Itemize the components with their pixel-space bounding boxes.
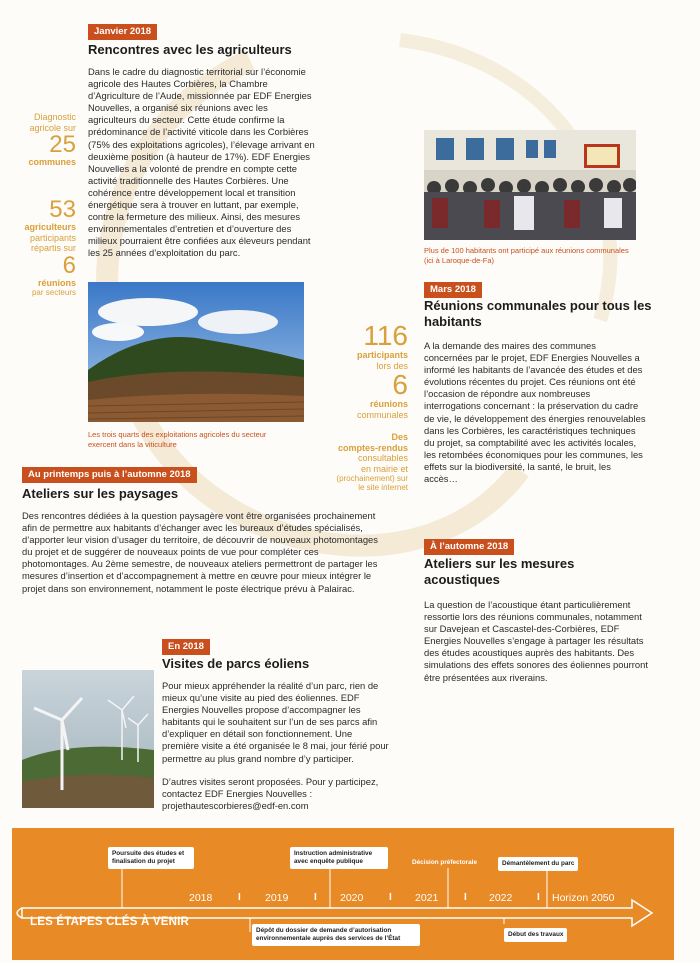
section-title-en2018: Visites de parcs éoliens xyxy=(162,656,310,671)
timeline-year-2019: 2019 xyxy=(265,892,289,904)
stat-title: comptes-rendus xyxy=(337,442,408,453)
timeline-year-2018: 2018 xyxy=(189,892,213,904)
section-tag-janvier: Janvier 2018 xyxy=(88,24,157,40)
timeline-step-instruction xyxy=(290,847,388,869)
stat-label: le site internet xyxy=(358,483,408,492)
section-tag-en2018: En 2018 xyxy=(162,639,210,655)
meeting-photo xyxy=(424,130,636,240)
stat-unit: communes xyxy=(28,157,76,167)
timeline-step-label: Poursuite des études et finalisation du projet xyxy=(112,850,185,865)
stat-participants xyxy=(330,322,408,420)
section-tag-mars: Mars 2018 xyxy=(424,282,482,298)
timeline-step-poursuite xyxy=(108,847,194,869)
timeline-separator: I xyxy=(314,892,317,903)
timeline-step-decision xyxy=(408,856,481,870)
stat-label: participants xyxy=(29,232,76,243)
section-tag-printemps: Au printemps puis à l’automne 2018 xyxy=(22,467,197,483)
stat-number: 25 xyxy=(49,131,76,158)
timeline-step-label: Début des travaux xyxy=(508,931,564,938)
vineyard-photo-caption: Les trois quarts des exploitations agricoles du secteur exercent dans la viticulture xyxy=(88,430,267,449)
timeline-step-label: Dépôt du dossier de demande d’autorisation environnementale auprès des services de l’État xyxy=(256,927,401,942)
stat-number: 6 xyxy=(392,369,408,400)
stat-number: 116 xyxy=(363,320,408,351)
stat-diagnostic xyxy=(8,112,76,168)
timeline-step-depot xyxy=(252,924,420,946)
stat-unit: réunions xyxy=(37,277,76,288)
stat-label: répartis sur xyxy=(30,243,76,253)
windfarm-photo xyxy=(22,670,154,808)
section-title-janvier: Rencontres avec les agriculteurs xyxy=(88,42,292,57)
stat-number: 6 xyxy=(62,251,76,279)
stat-label: lors des xyxy=(376,360,408,371)
timeline-step-label: Décision préfectorale xyxy=(412,859,477,866)
stat-label: en mairie et xyxy=(360,463,408,474)
stat-number: 53 xyxy=(49,196,76,223)
stat-unit: participants xyxy=(356,350,408,360)
section-body-janvier: Dans le cadre du diagnostic territorial sur l’économie agricole des Hautes Corbières, la Chambre d’Agriculture de l’Aude, missionnée par EDF Energies Nouvelles, a organisé six réunions avec les agriculteurs du secteur. Cette étude confirme la prédominance de l’activité viticole dans les Corbières (75% des exploitations agricoles), l’élevage arrivant en deuxième position (à hauteur de 17%). EDF Energies Nouvelles a la volonté de prendre en compte cette activité traditionnelle des Hautes Corbières. Une cohérence entre développement local et transition énergétique sera à trouver en luttant, par exemple, contre la fermeture des milieux. Ainsi, des mesures environnementales d’entretien et d’ouverture des milieux pourraient être confiées aux éleveurs pendant les 25 années d’exploitation du parc. xyxy=(88,66,315,259)
timeline-footer xyxy=(12,828,674,960)
timeline-year-2020: 2020 xyxy=(340,892,364,904)
section-contact-en2018: D’autres visites seront proposées. Pour y participez, contactez EDF Energies Nouvelles : projethautescorbieres@edf-en.com xyxy=(162,776,379,812)
timeline-step-label: Démantèlement du parc xyxy=(502,860,575,867)
section-title-mars: Réunions communales pour tous les habitants xyxy=(424,298,652,329)
stat-label: par secteurs xyxy=(31,288,76,297)
timeline-step-debut xyxy=(504,928,567,942)
timeline-year-2022: 2022 xyxy=(489,892,513,904)
stat-label: (prochainement) sur xyxy=(336,474,408,483)
section-body-printemps: Des rencontres dédiées à la question paysagère vont être organisées prochainement afin de permettre aux habitants d’échanger avec les bureaux d’études spécialisés, d’apporter leur vision d’usager du territoire, de découvrir de nouveaux photomontages du projet et de suggérer de nouveaux points de vue pour compléter ces photomontages. Au 2ème semestre, de nouveaux ateliers permettront de partager les mesures d’insertion et d’accompagnement à mettre en œuvre pour mieux intégrer le projet dans son environnement, notamment le poste électrique prévu à Palairac. xyxy=(22,510,378,594)
meeting-photo-caption: Plus de 100 habitants ont participé aux réunions communales (ici à Laroque-de-Fa) xyxy=(424,246,629,265)
stat-label: consultables xyxy=(357,453,408,463)
timeline-separator: I xyxy=(537,892,540,903)
timeline-step-demantelement xyxy=(498,857,578,871)
section-title-automne: Ateliers sur les mesures acoustiques xyxy=(424,556,575,587)
timeline-year-2021: 2021 xyxy=(415,892,439,904)
stat-title: Des xyxy=(391,432,408,442)
stat-agriculteurs xyxy=(8,198,76,297)
timeline-title: LES ÉTAPES CLÉS À VENIR xyxy=(30,916,190,928)
timeline-step-label: Instruction administrative avec enquête publique xyxy=(294,850,373,865)
stat-label: Diagnostic xyxy=(33,112,76,122)
section-body-en2018: Pour mieux appréhender la réalité d’un parc, rien de mieux qu’une visite au pied des éoliennes. EDF Energies Nouvelles propose d’accompagner les habitants qui le souhaitent sur l’un de ses parcs afin d’expliquer en détail son fonctionnement. Une première visite a été organisée le 8 mai, jour férié pour permettre au plus grand nombre d’y participer. xyxy=(162,680,389,764)
section-body-mars: A la demande des maires des communes concernées par le projet, EDF Energies Nouvelles a informé les habitants de l’avancée des études et des évolutions récentes du projet. Ces réunions ont été l’occasion de répondre aux nombreuses interrogations concernant : la préservation du cadre de vie, le développement des énergies renouvelables dans les Corbières, les caractéristiques techniques du projet, sa comptabilité avec les activités locales, les retombées économiques pour les communes, les effets sur la biodiversité, la santé, le bruit, les accès… xyxy=(424,340,646,485)
timeline-separator: I xyxy=(238,892,241,903)
stat-comptes-rendus xyxy=(318,432,408,492)
stat-unit: réunions xyxy=(369,399,408,409)
timeline-separator: I xyxy=(464,892,467,903)
stat-label: communales xyxy=(356,409,408,420)
timeline-year-2050: Horizon 2050 xyxy=(552,892,615,904)
timeline-separator: I xyxy=(389,892,392,903)
stat-unit: agriculteurs xyxy=(24,222,76,232)
stat-label: agricole sur xyxy=(29,122,76,133)
section-title-printemps: Ateliers sur les paysages xyxy=(22,486,179,501)
section-body-automne: La question de l’acoustique étant particulièrement ressortie lors des réunions communales, notamment sur Davejean et Cascastel-des-Corbières, EDF Energies Nouvelles s’engage à partager les résultats des études acoustiques auprès des habitants. Des simulations des effets sonores des éoliennes pourront être présentées aux riverains. xyxy=(424,599,648,683)
vineyard-photo xyxy=(88,282,304,422)
section-tag-automne: À l’automne 2018 xyxy=(424,539,514,555)
